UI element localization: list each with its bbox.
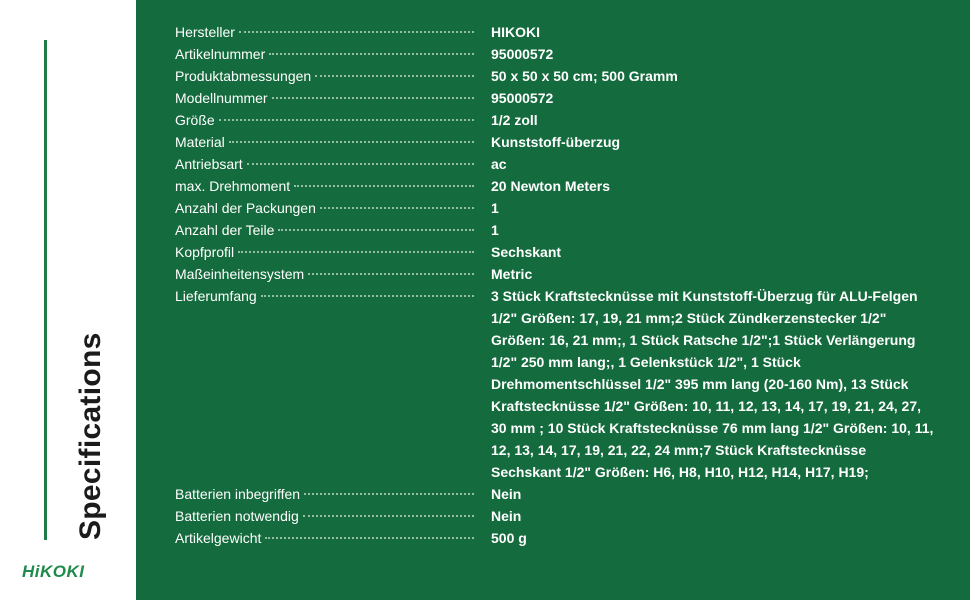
dot-leader — [238, 251, 474, 253]
spec-table — [175, 21, 935, 549]
spec-label — [175, 527, 482, 549]
spec-row — [175, 483, 935, 505]
spec-label-text: Produktabmessungen — [175, 68, 312, 84]
spec-row — [175, 65, 935, 87]
accent-line — [44, 40, 47, 540]
dot-leader — [278, 229, 474, 231]
dot-leader — [308, 273, 474, 275]
dot-leader — [315, 75, 474, 77]
spec-label-text: Modellnummer — [175, 90, 268, 106]
spec-row — [175, 197, 935, 219]
spec-label — [175, 43, 482, 65]
spec-row — [175, 109, 935, 131]
dot-leader — [269, 53, 474, 55]
spec-label-text: Artikelgewicht — [175, 530, 262, 546]
dot-leader — [294, 185, 474, 187]
spec-label-text: Material — [175, 134, 225, 150]
spec-value: Nein — [491, 486, 522, 502]
dot-leader — [320, 207, 474, 209]
spec-label — [175, 153, 482, 175]
spec-value: 3 Stück Kraftstecknüsse mit Kunststoff-Überzug für ALU-Felgen 1/2" Größen: 17, 19, 21 mm;2 Stück Zündkerzenstecker 1/2" Größen: 16, 21 mm;, 1 Stück Ratsche 1/2";1 Stück Verlängerung 1/2" 250 mm lang;, 1 Gelenkstück 1/2", 1 Stück Drehmomentschlüssel 1/2" 395 mm lang (20-160 Nm), 13 Stück Kraftstecknüsse 1/2" Größen: 10, 11, 12, 13, 14, 17, 19, 21, 24, 27, 30 mm ; 10 Stück Kraftstecknüsse 76 mm lang 1/2" Größen: 10, 11, 12, 13, 14, 17, 19, 21, 22, 24 mm;7 Stück Kraftstecknüsse Sechskant 1/2" Größen: H6, H8, H10, H12, H14, H17, H19; — [491, 288, 934, 480]
spec-row — [175, 285, 935, 483]
spec-label-text: Batterien notwendig — [175, 508, 299, 524]
spec-label — [175, 241, 482, 263]
spec-label — [175, 483, 482, 505]
dot-leader — [239, 31, 474, 33]
sidebar — [0, 0, 136, 600]
spec-value: 50 x 50 x 50 cm; 500 Gramm — [491, 68, 678, 84]
dot-leader — [272, 97, 474, 99]
spec-label-text: Lieferumfang — [175, 288, 257, 304]
spec-label — [175, 505, 482, 527]
dot-leader — [219, 119, 474, 121]
spec-label — [175, 263, 482, 285]
spec-label-text: max. Drehmoment — [175, 178, 291, 194]
spec-panel — [136, 0, 970, 600]
spec-label-text: Maßeinheitensystem — [175, 266, 305, 282]
spec-row — [175, 219, 935, 241]
spec-value: 500 g — [491, 530, 527, 546]
spec-label-text: Hersteller — [175, 24, 235, 40]
dot-leader — [229, 141, 474, 143]
spec-label — [175, 65, 482, 87]
spec-label — [175, 175, 482, 197]
dot-leader — [303, 515, 474, 517]
brand-logo: HiKOKI — [22, 562, 85, 581]
spec-value: Kunststoff-überzug — [491, 134, 621, 150]
spec-value: 95000572 — [491, 46, 554, 62]
spec-value: Metric — [491, 266, 533, 282]
spec-row — [175, 175, 935, 197]
spec-label-text: Anzahl der Packungen — [175, 200, 316, 216]
spec-row — [175, 43, 935, 65]
spec-row — [175, 21, 935, 43]
spec-value: 95000572 — [491, 90, 554, 106]
spec-label — [175, 87, 482, 109]
spec-value: HIKOKI — [491, 24, 540, 40]
spec-value: 1 — [491, 222, 499, 238]
spec-row — [175, 131, 935, 153]
spec-row — [175, 87, 935, 109]
spec-label — [175, 285, 482, 307]
dot-leader — [265, 537, 474, 539]
spec-label-text: Größe — [175, 112, 215, 128]
spec-label — [175, 197, 482, 219]
spec-value: 1 — [491, 200, 499, 216]
spec-row — [175, 241, 935, 263]
spec-label — [175, 109, 482, 131]
spec-value: Sechskant — [491, 244, 562, 260]
spec-value: 1/2 zoll — [491, 112, 538, 128]
spec-value: Nein — [491, 508, 522, 524]
spec-label-text: Antriebsart — [175, 156, 243, 172]
spec-row — [175, 153, 935, 175]
spec-row — [175, 527, 935, 549]
spec-label — [175, 131, 482, 153]
spec-label-text: Batterien inbegriffen — [175, 486, 301, 502]
spec-label-text: Artikelnummer — [175, 46, 266, 62]
spec-label — [175, 21, 482, 43]
dot-leader — [261, 295, 474, 297]
dot-leader — [304, 493, 474, 495]
spec-value: 20 Newton Meters — [491, 178, 611, 194]
section-title: Specifications — [74, 332, 107, 540]
spec-row — [175, 505, 935, 527]
spec-label-text: Kopfprofil — [175, 244, 235, 260]
spec-label-text: Anzahl der Teile — [175, 222, 275, 238]
spec-row — [175, 263, 935, 285]
spec-value: ac — [491, 156, 507, 172]
spec-label — [175, 219, 482, 241]
dot-leader — [247, 163, 474, 165]
